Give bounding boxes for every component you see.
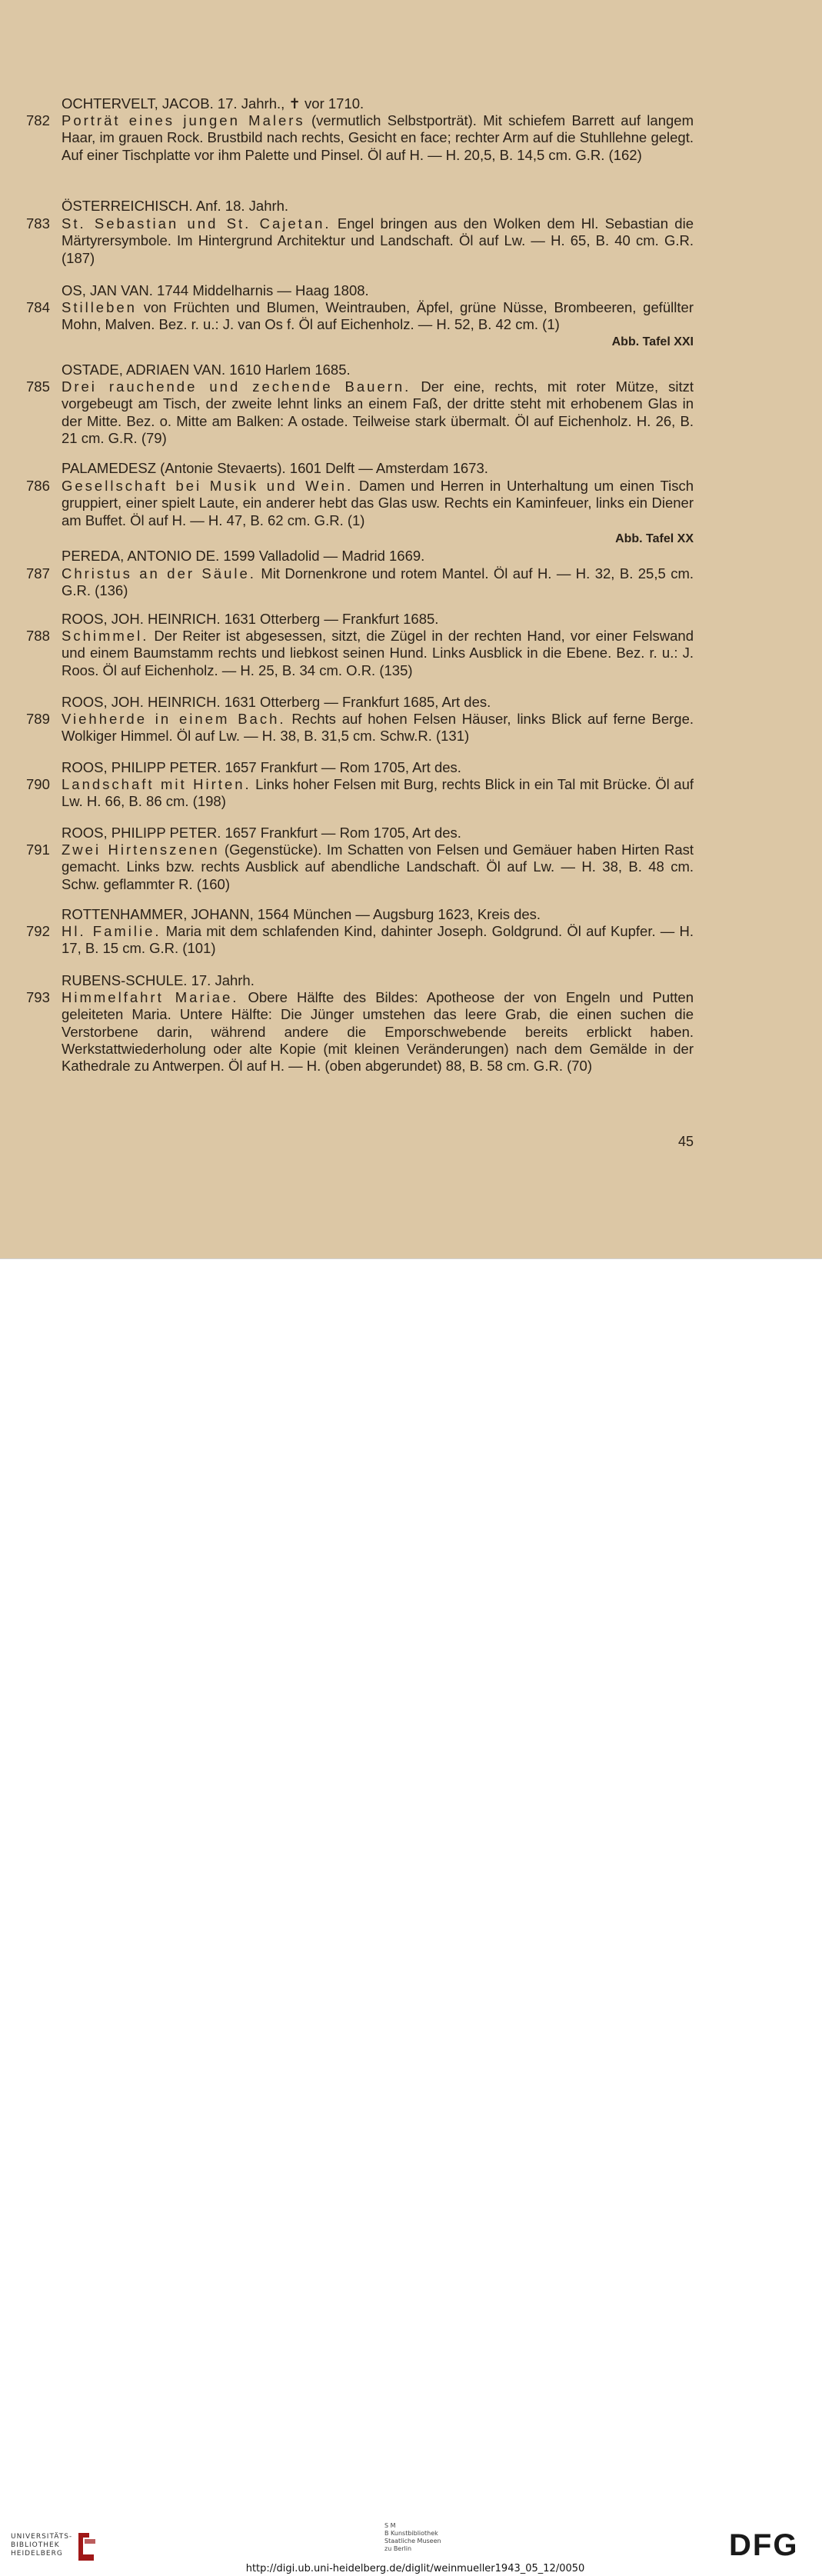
dfg-logo[interactable]: DFG — [729, 2528, 799, 2562]
lot-description — [62, 989, 694, 1075]
permalink-url[interactable]: http://digi.ub.uni-heidelberg.de/diglit/weinmueller1943_05_12/0050 — [208, 2562, 623, 2576]
lot-title: Gesellschaft bei Musik und Wein. — [62, 478, 354, 494]
lot-title: Stilleben — [62, 299, 137, 315]
lot-description — [62, 776, 694, 811]
illustration-plate-ref: Abb. Tafel XXI — [611, 335, 694, 348]
artist-heading: RUBENS-SCHULE. 17. Jahrh. — [62, 972, 255, 988]
lot-title: Christus an der Säule. — [62, 565, 256, 582]
lot-number: 788 — [26, 628, 50, 644]
lot-description — [62, 215, 694, 267]
artist-heading: OS, JAN VAN. 1744 Middelharnis — Haag 1808. — [62, 282, 369, 298]
lot-text: Der Reiter ist abgesessen, sitzt, die Zügel in der rechten Hand, vor einer Felswand und einem Baumstamm rechts und liebkost seinen Hund. Links Ausblick in die Ebene. Bez. r. u.: J. Roos. Öl auf Eichenholz. — H. 25, B. 34 cm. O.R. (135) — [62, 628, 694, 678]
university-logo-line: BIBLIOTHEK — [11, 2541, 60, 2549]
lot-number: 783 — [26, 215, 50, 232]
lot-text: Damen und Herren in Unterhaltung um einen Tisch gruppiert, einer spielt Laute, ein anderer hebt das Glas usw. Rechts ein Kaminfeuer, links ein Diener am Buffet. Öl auf H. — H. 47, B. 62 cm. G.R. (1) — [62, 478, 694, 528]
smb-kunstbibliothek-logo[interactable] — [384, 2522, 469, 2553]
university-logo-line: UNIVERSITÄTS- — [11, 2533, 73, 2541]
lot-number: 785 — [26, 378, 50, 395]
lot-number: 789 — [26, 711, 50, 727]
lot-title: Drei rauchende und zechende Bauern. — [62, 378, 411, 395]
lot-number: 793 — [26, 989, 50, 1005]
catalog-page — [0, 0, 822, 1258]
lot-description — [62, 565, 694, 600]
artist-heading: ROOS, PHILIPP PETER. 1657 Frankfurt — Rom 1705, Art des. — [62, 825, 461, 841]
artist-heading: PALAMEDESZ (Antonie Stevaerts). 1601 Delft — Amsterdam 1673. — [62, 460, 488, 476]
artist-heading: PEREDA, ANTONIO DE. 1599 Valladolid — Madrid 1669. — [62, 548, 425, 564]
artist-heading: ROOS, PHILIPP PETER. 1657 Frankfurt — Rom 1705, Art des. — [62, 759, 461, 775]
lot-title: Landschaft mit Hirten. — [62, 776, 251, 792]
lot-number: 784 — [26, 299, 50, 315]
lot-text: Der eine, rechts, mit roter Mütze, sitzt vorgebeugt am Tisch, der zweite lehnt links an einem Faß, der dritte steht mit erhobenem Glas in der Mitte. Bez. o. Mitte am Balken: A ostade. Teilweise stark übermalt. Öl auf Eichenholz. H. 26, B. 21 cm. G.R. (79) — [62, 378, 694, 446]
lot-number: 790 — [26, 776, 50, 792]
lot-number: 791 — [26, 841, 50, 858]
lot-description — [62, 628, 694, 679]
artist-heading: OSTADE, ADRIAEN VAN. 1610 Harlem 1685. — [62, 362, 351, 378]
lot-text: von Früchten und Blumen, Weintrauben, Äpfel, grüne Nüsse, Brombeeren, gefüllter Mohn, Malven. Bez. r. u.: J. van Os f. Öl auf Eichenholz. — H. 52, B. 42 cm. (1) — [62, 299, 694, 333]
university-logo-line: HEIDELBERG — [11, 2550, 63, 2558]
lot-title: Porträt eines jungen Malers — [62, 112, 305, 128]
lot-title: Schimmel. — [62, 628, 149, 644]
lot-description — [62, 923, 694, 958]
artist-heading: ROOS, JOH. HEINRICH. 1631 Otterberg — Frankfurt 1685, Art des. — [62, 694, 491, 710]
lot-text: (Gegenstücke). Im Schatten von Felsen und Gemäuer haben Hirten Rast gemacht. Links bzw. rechts Ausblick auf abendliche Landschaft. Öl auf Lw. — H. 38, B. 48 cm. Schw. geflammter R. (160) — [62, 841, 694, 892]
lot-description — [62, 378, 694, 447]
university-mark-icon — [74, 2531, 98, 2562]
lot-text: Links hoher Felsen mit Burg, rechts Blick in ein Tal mit Brücke. Öl auf Lw. H. 66, B. 86 cm. (198) — [62, 776, 694, 810]
lot-text: Rechts auf hohen Felsen Häuser, links Blick auf ferne Berge. Wolkiger Himmel. Öl auf Lw. — H. 38, B. 31,5 cm. Schw.R. (131) — [62, 711, 694, 745]
artist-heading: ROTTENHAMMER, JOHANN, 1564 München — Augsburg 1623, Kreis des. — [62, 906, 541, 922]
lot-text: Engel bringen aus den Wolken dem Hl. Sebastian die Märtyrersymbole. Im Hintergrund Architektur und Landschaft. Öl auf Lw. — H. 65, B. 40 cm. G.R. (187) — [62, 215, 694, 266]
lot-text: Mit Dornenkrone und rotem Mantel. Öl auf H. — H. 32, B. 25,5 cm. G.R. (136) — [62, 565, 694, 599]
lot-description — [62, 478, 694, 529]
lot-number: 786 — [26, 478, 50, 494]
smb-logo-line: S M — [384, 2522, 396, 2529]
page-number: 45 — [677, 1134, 694, 1149]
lot-title: St. Sebastian und St. Cajetan. — [62, 215, 331, 232]
digitization-footer — [0, 1258, 822, 2574]
smb-logo-line: Staatliche Museen — [384, 2538, 441, 2544]
artist-heading: ÖSTERREICHISCH. Anf. 18. Jahrh. — [62, 198, 289, 214]
lot-title: Zwei Hirtenszenen — [62, 841, 220, 858]
lot-text: Obere Hälfte des Bildes: Apotheose der von Engeln und Putten geleiteten Maria. Untere Hälfte: Die Jünger umstehen das leere Grab, die einen suchen die Verstorbene darin, während andere die Emporschwebende bereits erblickt haben. Werkstattwiederholung oder alte Kopie (mit kleinen Veränderungen) nach dem Gemälde in der Kathedrale zu Antwerpen. Öl auf H. — H. (oben abgerundet) 88, B. 58 cm. G.R. (70) — [62, 989, 694, 1075]
lot-title: Himmelfahrt Mariae. — [62, 989, 239, 1005]
artist-heading: OCHTERVELT, JACOB. 17. Jahrh., ✝ vor 1710. — [62, 95, 364, 112]
smb-logo-line: zu Berlin — [384, 2545, 412, 2552]
lot-description — [62, 299, 694, 334]
lot-number: 787 — [26, 565, 50, 582]
smb-logo-line: B Kunstbibliothek — [384, 2530, 438, 2537]
lot-number: 792 — [26, 923, 50, 939]
lot-text: (vermutlich Selbstporträt). Mit schiefem Barrett auf langem Haar, im grauen Rock. Brustbild nach rechts, Gesicht en face; rechter Arm auf die Stuhllehne gelegt. Auf einer Tischplatte vor ihm Palette und Pinsel. Öl auf H. — H. 20,5, B. 14,5 cm. G.R. (162) — [62, 112, 694, 163]
lot-description — [62, 112, 694, 164]
lot-description — [62, 841, 694, 893]
illustration-plate-ref: Abb. Tafel XX — [615, 532, 694, 545]
lot-number: 782 — [26, 112, 50, 128]
lot-description — [62, 711, 694, 745]
lot-title: Viehherde in einem Bach. — [62, 711, 286, 727]
lot-title: Hl. Familie. — [62, 923, 161, 939]
artist-heading: ROOS, JOH. HEINRICH. 1631 Otterberg — Frankfurt 1685. — [62, 611, 439, 627]
lot-text: Maria mit dem schlafenden Kind, dahinter Joseph. Goldgrund. Öl auf Kupfer. — H. 17, B. 15 cm. G.R. (101) — [62, 923, 694, 957]
